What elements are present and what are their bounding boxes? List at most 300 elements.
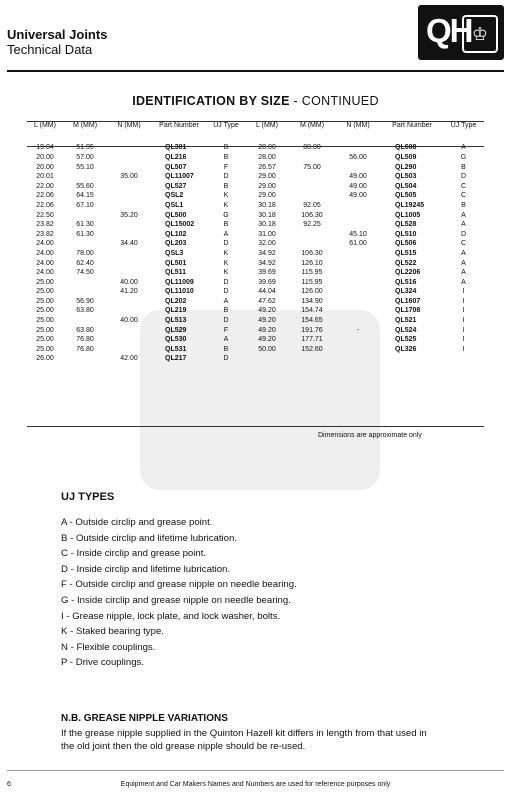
table-row xyxy=(27,144,484,154)
cell-l-type: B xyxy=(223,144,229,152)
uj-type-desc: Inside circlip and grease nipple on needle bearing. xyxy=(77,594,291,606)
uj-type-item xyxy=(61,515,297,531)
cell-r-l: 31.00 xyxy=(258,230,276,238)
cell-r-part: QL524 xyxy=(395,326,417,334)
cell-r-m: 115.95 xyxy=(301,278,323,286)
cell-l-n xyxy=(107,259,151,269)
qh-logo xyxy=(418,5,504,60)
col-header-type: UJ Type xyxy=(213,122,239,129)
cell-l-part: QL527 xyxy=(165,182,187,190)
cell-r-type: I xyxy=(462,288,465,296)
cell-l-l: 20.01 xyxy=(36,173,54,181)
cell-l-l: 24.00 xyxy=(36,259,54,267)
table-row xyxy=(27,336,484,346)
cell-l-part: QSL1 xyxy=(165,201,184,209)
cell-l-m: 61.30 xyxy=(76,230,94,238)
cell-r-n xyxy=(335,278,381,288)
cell-r-part: QL515 xyxy=(395,249,417,257)
cell-r-m xyxy=(289,240,335,250)
table-row xyxy=(27,192,484,202)
uj-type-item xyxy=(61,655,297,671)
cell-l-l: 25.00 xyxy=(36,317,54,325)
uj-type-item xyxy=(61,609,297,625)
cell-l-type: K xyxy=(223,201,229,209)
cell-l-l: 25.00 xyxy=(36,288,54,296)
separator: - xyxy=(66,517,76,528)
cell-r-n: 45.10 xyxy=(349,230,367,238)
cell-l-n: 40.00 xyxy=(120,278,138,286)
cell-l-l: 25.00 xyxy=(36,278,54,286)
cell-r-type: D xyxy=(460,173,467,181)
cell-l-part: QL11010 xyxy=(165,288,194,296)
col-header-l: L (MM) xyxy=(256,122,278,129)
separator: - xyxy=(67,657,76,669)
table-row xyxy=(27,154,484,164)
cell-r-m xyxy=(289,230,335,240)
cell-r-n: 61.00 xyxy=(349,240,367,248)
cell-r-n xyxy=(335,202,381,212)
table-row xyxy=(27,269,484,279)
cell-r-part: QL525 xyxy=(395,336,417,344)
cell-l-type: G xyxy=(223,211,229,219)
cell-l-n xyxy=(107,144,151,154)
uj-type-desc: Outside circlip and grease nipple on needle bearing. xyxy=(75,579,297,591)
cell-r-part: QL521 xyxy=(395,317,417,325)
cell-l-m: 63.80 xyxy=(76,326,94,334)
cell-l-n xyxy=(107,221,151,231)
uj-type-code: P xyxy=(61,657,68,669)
cell-l-n: 41.20 xyxy=(120,288,138,296)
cell-r-part: QL1005 xyxy=(395,211,421,219)
col-header-part: Part Number xyxy=(392,122,432,129)
cell-r-part xyxy=(381,355,443,365)
cell-l-m: 61.30 xyxy=(76,221,94,229)
cell-r-type: A xyxy=(461,221,466,229)
cell-l-l: 23.82 xyxy=(36,230,54,238)
cell-r-l: 39.69 xyxy=(258,278,276,286)
uj-type-desc: Outside circlip and grease point. xyxy=(75,517,213,528)
table-row xyxy=(27,307,484,317)
table-row xyxy=(27,355,484,365)
col-header-type: UJ Type xyxy=(450,122,477,129)
cell-l-part: QL203 xyxy=(165,240,187,248)
cell-l-m: 63.80 xyxy=(76,307,94,315)
cell-l-part: QL102 xyxy=(165,230,187,238)
cell-r-type: C xyxy=(460,240,467,248)
cell-l-type: B xyxy=(223,221,229,229)
cell-r-m xyxy=(289,154,335,164)
cell-l-n: 42.00 xyxy=(120,355,138,363)
cell-l-type: D xyxy=(223,355,229,363)
cell-r-type: I xyxy=(462,345,465,353)
separator: - xyxy=(63,610,73,622)
table-row xyxy=(27,221,484,231)
cell-r-n xyxy=(335,221,381,231)
table-row xyxy=(27,345,484,355)
cell-r-l: 50.00 xyxy=(258,345,276,353)
cell-r-m: 191.76 xyxy=(301,326,323,334)
page-heading xyxy=(0,94,511,108)
cell-l-m: 67.10 xyxy=(76,201,94,209)
uj-type-code: A xyxy=(61,517,67,528)
doc-subtitle: Technical Data xyxy=(7,42,93,57)
page-number: 6 xyxy=(7,781,11,788)
cell-l-m: 51.95 xyxy=(76,144,94,152)
cell-r-n xyxy=(335,317,381,327)
cell-l-n xyxy=(107,230,151,240)
uj-type-item xyxy=(61,546,297,562)
cell-r-n xyxy=(335,336,381,346)
cell-r-type: A xyxy=(461,249,466,257)
cell-l-l: 22.06 xyxy=(36,201,54,209)
cell-l-m xyxy=(63,173,107,183)
cell-l-n xyxy=(107,250,151,260)
table-row xyxy=(27,211,484,221)
cell-l-l: 25.00 xyxy=(36,297,54,305)
table-row xyxy=(27,317,484,327)
cell-r-part: QL528 xyxy=(395,221,417,229)
cell-l-l: 23.82 xyxy=(36,221,54,229)
table-row xyxy=(27,288,484,298)
cell-r-m: 92.25 xyxy=(303,221,321,229)
cell-r-part: QL19245 xyxy=(395,201,425,209)
cell-r-l: 29.00 xyxy=(258,173,276,181)
cell-r-l xyxy=(245,355,289,365)
cell-l-n xyxy=(107,163,151,173)
cell-l-l: 25.00 xyxy=(36,345,54,353)
cell-l-m: 76.80 xyxy=(76,345,94,353)
cell-r-n xyxy=(335,298,381,308)
cell-r-n: 49.00 xyxy=(349,192,367,200)
header-rule xyxy=(7,70,504,72)
cell-l-type: K xyxy=(223,269,229,277)
cell-l-m: 76.80 xyxy=(76,336,94,344)
cell-l-l: 22.00 xyxy=(36,182,54,190)
cell-l-part: QL530 xyxy=(165,336,187,344)
uj-type-desc: Flexible couplings. xyxy=(76,641,156,653)
nb-heading: N.B. GREASE NIPPLE VARIATIONS xyxy=(61,713,228,724)
col-header-l: L (MM) xyxy=(34,122,56,129)
uj-type-code: G xyxy=(61,594,69,606)
table-row xyxy=(27,250,484,260)
cell-l-type: D xyxy=(223,317,229,325)
cell-l-type: K xyxy=(223,249,229,257)
cell-r-n xyxy=(335,250,381,260)
cell-r-type: C xyxy=(460,192,467,200)
cell-l-type: B xyxy=(223,182,229,190)
footer-note: Equipment and Car Makers Names and Numbers are used for reference purposes only xyxy=(120,781,391,788)
cell-l-m xyxy=(63,317,107,327)
table-row xyxy=(27,326,484,336)
separator: - xyxy=(66,579,76,591)
cell-l-l: 25.00 xyxy=(36,336,54,344)
cell-r-n xyxy=(335,355,381,365)
table-row xyxy=(27,202,484,212)
cell-l-m: 55.10 xyxy=(76,163,94,171)
cell-l-part: QL531 xyxy=(165,345,187,353)
cell-r-m: 134.90 xyxy=(301,297,323,305)
cell-r-type: I xyxy=(462,297,465,305)
cell-r-type: I xyxy=(462,307,465,315)
cell-l-type: A xyxy=(223,230,229,238)
uj-type-desc: Drive couplings. xyxy=(75,657,145,669)
cell-r-part: QL324 xyxy=(395,288,417,296)
cell-l-m: 57.00 xyxy=(76,153,94,161)
cell-r-m: 92.05 xyxy=(303,201,321,209)
cell-r-type: I xyxy=(462,336,465,344)
cell-l-n xyxy=(107,345,151,355)
uj-type-code: K xyxy=(61,626,68,638)
col-header-m: M (MM) xyxy=(299,122,325,129)
cell-r-part: QL505 xyxy=(395,192,417,200)
cell-r-l: 44.04 xyxy=(258,288,276,296)
cell-r-l: 47.62 xyxy=(258,297,276,305)
cell-r-type: C xyxy=(460,182,467,190)
page-heading-suffix: - CONTINUED xyxy=(293,94,379,108)
cell-l-type: F xyxy=(223,326,229,334)
cell-l-m: 64.15 xyxy=(76,192,94,200)
uj-type-item xyxy=(61,562,297,578)
cell-r-type: A xyxy=(461,278,466,286)
cell-r-part: QL522 xyxy=(395,259,417,267)
table-row xyxy=(27,278,484,288)
cell-r-part: QL503 xyxy=(395,173,417,181)
cell-l-n: 35.00 xyxy=(120,173,138,181)
table-row xyxy=(27,298,484,308)
logo-text: QH xyxy=(426,12,472,49)
cell-l-l: 26.00 xyxy=(36,355,54,363)
table-body xyxy=(27,144,484,365)
cell-l-n xyxy=(107,182,151,192)
cell-l-n xyxy=(107,192,151,202)
cell-l-part: QL11007 xyxy=(165,173,194,181)
cell-r-type: I xyxy=(462,317,465,325)
cell-r-m: 126.10 xyxy=(301,259,323,267)
cell-r-type: I xyxy=(462,326,465,334)
cell-r-n: 49.00 xyxy=(349,182,367,190)
cell-r-n xyxy=(335,211,381,221)
cell-r-m: 154.65 xyxy=(301,317,323,325)
col-header-n: N (MM) xyxy=(346,122,370,129)
cell-r-part: QL509 xyxy=(395,153,417,161)
uj-type-desc: Staked bearing type. xyxy=(75,626,164,638)
cell-r-part: QL1607 xyxy=(395,297,421,305)
table-row xyxy=(27,240,484,250)
cell-r-m: 152.60 xyxy=(301,345,323,353)
table-header-row xyxy=(27,122,484,144)
cell-r-m xyxy=(289,355,335,365)
uj-type-item xyxy=(61,593,297,609)
cell-r-m: 154.74 xyxy=(301,307,323,315)
cell-r-type xyxy=(443,355,484,365)
cell-r-l: 26.57 xyxy=(258,163,276,171)
cell-l-n xyxy=(107,298,151,308)
uj-type-item xyxy=(61,640,297,656)
cell-r-part: QL290 xyxy=(395,163,417,171)
uj-type-code: D xyxy=(61,563,68,575)
cell-r-type: B xyxy=(461,201,466,209)
doc-title: Universal Joints xyxy=(7,27,108,42)
cell-r-type: G xyxy=(460,153,467,161)
cell-r-l: 28.00 xyxy=(258,153,276,161)
cell-l-l: 20.00 xyxy=(36,163,54,171)
uj-type-code: C xyxy=(61,548,68,560)
cell-l-n xyxy=(107,307,151,317)
cell-r-part: QL506 xyxy=(395,240,417,248)
uj-type-code: B xyxy=(61,532,68,544)
cell-r-n: 56.00 xyxy=(349,153,367,161)
cell-l-part: QSL2 xyxy=(165,192,184,200)
col-header-n: N (MM) xyxy=(117,122,141,129)
cell-l-type: B xyxy=(223,345,229,353)
cell-r-l: 30.18 xyxy=(258,221,276,229)
cell-l-m: 62.40 xyxy=(76,259,94,267)
cell-r-m: 126.00 xyxy=(301,288,323,296)
table-row xyxy=(27,173,484,183)
cell-l-part: QL511 xyxy=(165,269,187,277)
cell-l-n xyxy=(107,202,151,212)
separator: - xyxy=(67,641,77,653)
cell-l-m xyxy=(63,278,107,288)
cell-r-l: 29.00 xyxy=(258,192,276,200)
cell-l-type: K xyxy=(223,192,229,200)
cell-r-l: 34.92 xyxy=(258,259,276,267)
cell-r-m: 75.00 xyxy=(303,163,321,171)
nb-text: If the grease nipple supplied in the Quinton Hazell kit differs in length from that used in the old joint then the old grease nipple should be re-used. xyxy=(61,728,427,752)
cell-r-type: A xyxy=(461,269,466,277)
cell-r-n xyxy=(335,144,381,154)
cell-l-part: QL500 xyxy=(165,211,187,219)
cell-r-l: 32.00 xyxy=(258,240,276,248)
cell-l-n: 34.40 xyxy=(120,240,138,248)
cell-r-m: 115.95 xyxy=(301,269,323,277)
cell-l-n xyxy=(107,336,151,346)
cell-r-n xyxy=(335,345,381,355)
cell-l-type: D xyxy=(223,240,229,248)
cell-l-l: 22.06 xyxy=(36,192,54,200)
cell-r-m: 80.00 xyxy=(303,144,321,152)
cell-l-l: 24.00 xyxy=(36,269,54,277)
cell-l-l: 24.00 xyxy=(36,240,54,248)
cell-l-l: 25.00 xyxy=(36,307,54,315)
cell-r-type: D xyxy=(460,230,467,238)
uj-type-desc: Inside circlip and lifetime lubrication. xyxy=(76,563,231,575)
cell-l-type: K xyxy=(223,259,229,267)
cell-r-l: 30.18 xyxy=(258,201,276,209)
dimensions-note: Dimensions are approximate only xyxy=(318,432,422,439)
cell-r-m: 106.30 xyxy=(301,211,323,219)
cell-r-part: QL326 xyxy=(395,345,417,353)
cell-l-part: QL507 xyxy=(165,163,187,171)
separator: - xyxy=(68,594,77,606)
page-heading-main: IDENTIFICATION BY SIZE xyxy=(132,94,290,108)
uj-type-code: F xyxy=(61,579,67,591)
cell-l-n xyxy=(107,154,151,164)
cell-l-part: QL217 xyxy=(165,355,187,363)
cell-r-part: QL1708 xyxy=(395,307,421,315)
uj-type-item xyxy=(61,531,297,547)
cell-r-l: 29.00 xyxy=(258,182,276,190)
cell-r-part: QL510 xyxy=(395,230,417,238)
identification-table xyxy=(27,122,484,365)
cell-l-n: 35.20 xyxy=(120,211,138,219)
cell-r-part: QL516 xyxy=(395,278,417,286)
cell-l-type: D xyxy=(223,288,229,296)
table-row xyxy=(27,230,484,240)
cell-r-l: 39.69 xyxy=(258,269,276,277)
cell-r-m: 106.30 xyxy=(301,249,323,257)
table-row xyxy=(27,163,484,173)
cell-l-n: 40.00 xyxy=(120,317,138,325)
cell-r-part: QL608 xyxy=(395,144,417,152)
uj-type-desc: Grease nipple, lock plate, and lock washer, bolts. xyxy=(72,610,281,622)
cell-l-part: QL219 xyxy=(165,307,187,315)
uj-type-item xyxy=(61,577,297,593)
cell-l-part: QSL3 xyxy=(165,249,184,257)
cell-r-l: 49.20 xyxy=(258,336,276,344)
cell-l-l: 25.00 xyxy=(36,326,54,334)
cell-r-l: 49.20 xyxy=(258,317,276,325)
cell-l-part: QL529 xyxy=(165,326,187,334)
uj-types-heading: UJ TYPES xyxy=(61,491,115,503)
cell-r-l: 34.92 xyxy=(258,249,276,257)
table-bottom-rule xyxy=(27,426,484,427)
cell-l-m: 78.00 xyxy=(76,249,94,257)
cell-l-m xyxy=(63,240,107,250)
cell-r-type: B xyxy=(461,163,466,171)
cell-l-m xyxy=(63,288,107,298)
table-row xyxy=(27,259,484,269)
cell-r-l: 30.18 xyxy=(258,211,276,219)
separator: - xyxy=(67,626,76,638)
cell-l-l: 19.04 xyxy=(36,144,54,152)
table-row xyxy=(27,182,484,192)
cell-l-n xyxy=(107,269,151,279)
cell-l-type: D xyxy=(223,173,229,181)
uj-type-code: N xyxy=(61,641,68,653)
uj-type-desc: Inside circlip and grease point. xyxy=(76,548,207,560)
cell-l-part: QL501 xyxy=(165,259,187,267)
cell-r-type: A xyxy=(461,144,466,152)
separator: - xyxy=(67,532,76,544)
cell-l-m: 74.50 xyxy=(76,269,94,277)
cell-r-m xyxy=(289,192,335,202)
cell-r-type: A xyxy=(461,211,466,219)
cell-l-l: 24.00 xyxy=(36,249,54,257)
cell-r-l: 49.20 xyxy=(258,307,276,315)
cell-r-n: 49.00 xyxy=(349,173,367,181)
cell-r-m xyxy=(289,173,335,183)
cell-l-part: QL513 xyxy=(165,317,187,325)
cell-l-m: 56.90 xyxy=(76,297,94,305)
footer-rule xyxy=(7,770,504,771)
cell-l-type: A xyxy=(223,336,229,344)
cell-l-type: B xyxy=(223,307,229,315)
cell-r-type: A xyxy=(461,259,466,267)
cell-l-n xyxy=(107,326,151,336)
cell-r-l: 49.20 xyxy=(258,326,276,334)
cell-r-l: 28.00 xyxy=(258,144,276,152)
cell-r-n: - xyxy=(356,326,360,334)
uj-type-desc: Outside circlip and lifetime lubrication. xyxy=(75,532,237,544)
cell-r-m: 177.71 xyxy=(301,336,323,344)
cell-l-part: QL15002 xyxy=(165,221,195,229)
cell-l-part: QL11009 xyxy=(165,278,194,286)
cell-l-m xyxy=(63,211,107,221)
cell-r-n xyxy=(335,307,381,317)
uj-types-list xyxy=(61,515,297,671)
col-header-part: Part Number xyxy=(159,122,199,129)
